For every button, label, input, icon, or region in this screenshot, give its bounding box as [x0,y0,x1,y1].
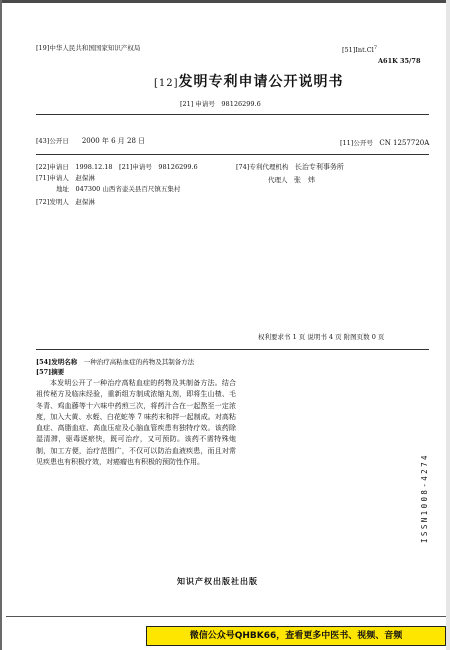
divider-1 [36,114,429,115]
page-top-border [0,0,450,3]
issn-number: ISSN1008-4274 [420,453,429,543]
int-cl: [51]Int.Cl$^7$ [342,45,378,55]
page-count-summary: 权利要求书 1 页 说明书 4 页 附图页数 0 页 [258,333,385,341]
publisher: 知识产权出版社出版 [177,576,258,586]
page-right-shadow [446,0,450,650]
publication-date: [43]公开日 2000 年 6 月 28 日 [36,137,146,145]
abstract-text: 本发明公开了一种治疗高粘血症的药物及其制备方法。结合祖传秘方及临床经验，重新组方制成浓缩丸剂，即将生山楂、毛冬青、鸡血藤等十六味中药煎三次，将药汁合在一起熬至一定浓度，加入大黄、水蛭、白花蛇等 7 味药末和拌一起制成。对高粘血症、高脂血症、高血压症及心脑血管疾患有独特疗效。该药除湿清滞，驱毒逐瘀快，既可治疗，又可预防。该药不需特殊炮制，加工方便，治疗范围广，不仅可以防治血液疾患，而且对常见疾患也有积极疗效，对癌瘤也有积极的预防性作用。 [36,379,236,467]
filing-info: [22]申请日 1998.12.18 [21]申请号 98126299.6 [36,163,198,171]
divider-2 [36,154,429,155]
invention-title: [54]发明名称 一种治疗高粘血症的药物及其制备方法 [36,358,195,366]
publication-number: [11]公开号 CN 1257720A [340,139,430,147]
patent-agency: [74]专利代理机构 长治专利事务所 [236,163,344,171]
patent-agent: 代理人 张 炜 [268,176,315,184]
address: 地址 047300 山西省壶关县百尺镇五集村 [56,185,181,193]
page-left-border [0,0,2,650]
application-number: [21] 申请号 98126299.6 [180,100,261,108]
bottom-rule [6,616,446,617]
document-title: [12]发明专利申请公开说明书 [154,74,344,90]
applicant: [71]申请人 赵保淋 [36,174,95,182]
divider-3 [36,349,429,350]
wechat-banner: 微信公众号QHBK66，查看更多中医书、视频、音频 [146,626,446,646]
office-name: [19]中华人民共和国国家知识产权局 [36,44,141,52]
inventor: [72]发明人 赵保淋 [36,198,95,206]
int-cl-code: A61K 35/78 [378,57,421,65]
abstract-label: [57]摘要 [36,368,65,376]
